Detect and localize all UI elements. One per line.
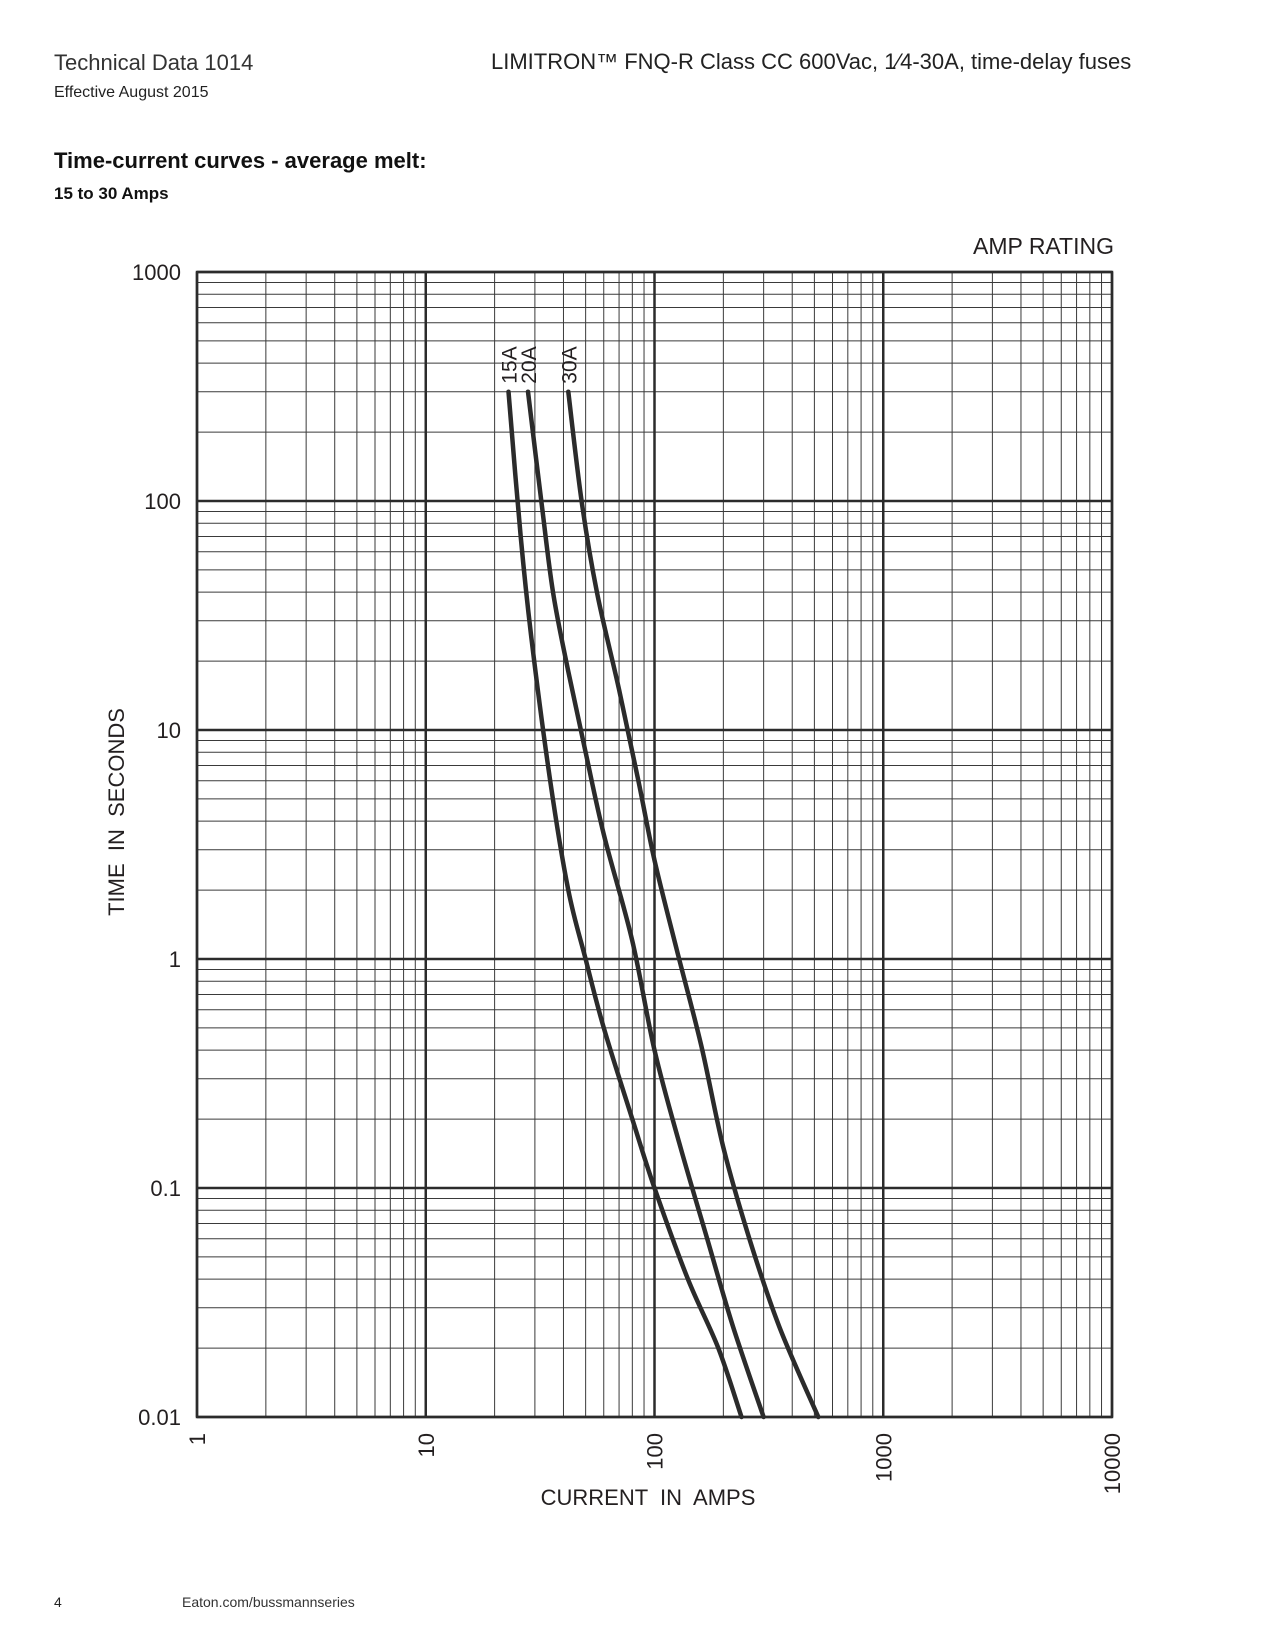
y-axis-label: TIME IN SECONDS — [104, 708, 129, 916]
x-tick-label: 100 — [642, 1433, 668, 1470]
section-title: Time-current curves - average melt: — [54, 148, 427, 173]
y-tick-label: 1000 — [132, 260, 181, 285]
x-tick-label: 1000 — [871, 1433, 897, 1482]
product-line-title: LIMITRON™ FNQ-R Class CC 600Vac, 1⁄4-30A, time-delay fuses — [491, 49, 1132, 74]
page-number: 4 — [54, 1594, 62, 1610]
document-title: Technical Data 1014 — [54, 50, 254, 75]
series-curves — [509, 392, 819, 1417]
x-tick-label: 10 — [413, 1433, 439, 1458]
y-tick-label: 1 — [168, 947, 181, 972]
x-tick-label: 1 — [185, 1433, 210, 1446]
y-tick-label: 100 — [144, 489, 181, 514]
y-tick-label: 10 — [156, 718, 181, 743]
effective-date: Effective August 2015 — [54, 84, 209, 101]
legend-title: AMP RATING — [973, 233, 1114, 259]
series-labels — [498, 346, 581, 383]
series-label-15a: 15A — [498, 346, 522, 384]
x-axis-label: CURRENT IN AMPS — [540, 1485, 756, 1510]
y-tick-label: 0.01 — [138, 1405, 181, 1430]
x-tick-label: 10000 — [1100, 1433, 1125, 1495]
series-label-20a: 20A — [518, 346, 542, 384]
curve-30a — [568, 392, 818, 1417]
tick-labels — [132, 260, 1125, 1494]
section-subtitle: 15 to 30 Amps — [54, 184, 169, 203]
series-label-30a: 30A — [558, 346, 582, 384]
y-tick-label: 0.1 — [150, 1176, 181, 1201]
footer-url: Eaton.com/bussmannseries — [182, 1594, 355, 1610]
